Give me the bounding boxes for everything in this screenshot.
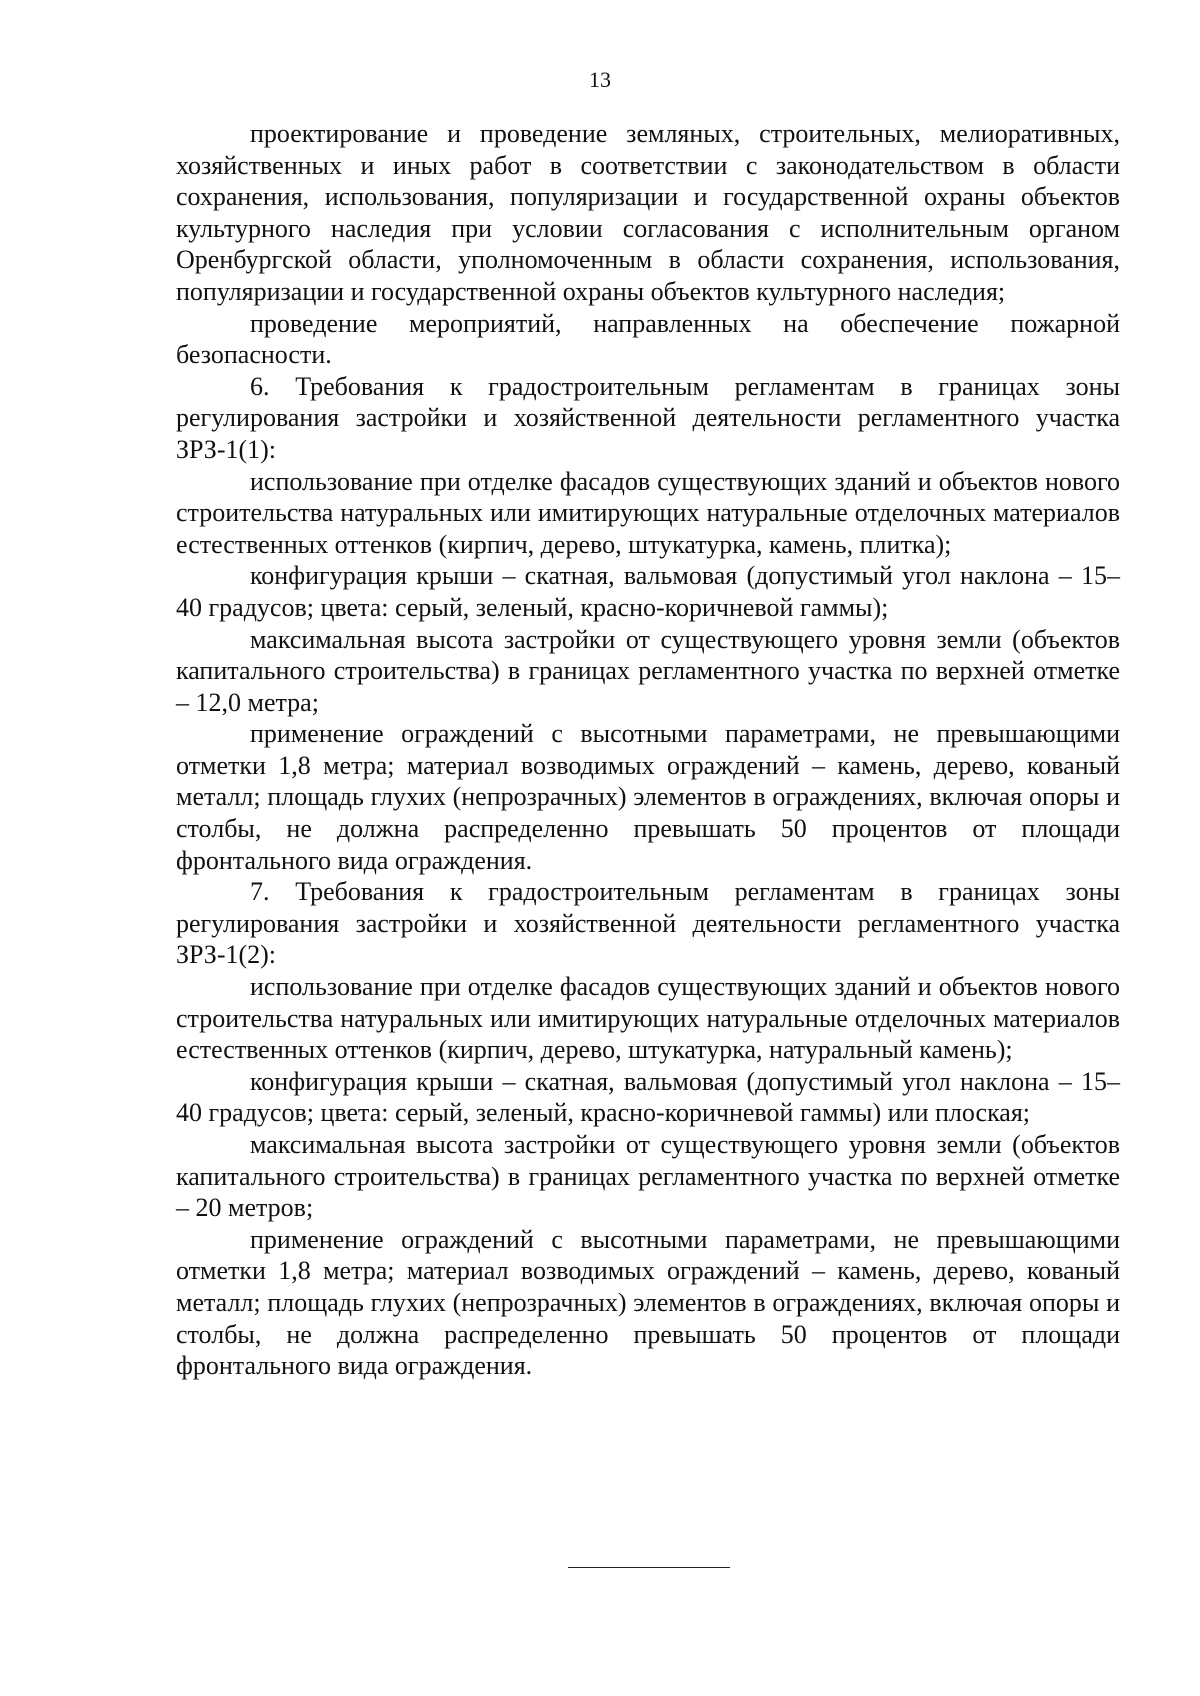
page-number: 13 bbox=[589, 67, 611, 92]
paragraph-height-2: максимальная высота застройки от существующего уровня земли (объектов капитального строительства) в границах регламентного участка по верхней отметке – 20 метров; bbox=[176, 1130, 1120, 1223]
paragraph-fences-1: применение ограждений с высотными параметрами, не превышающими отметки 1,8 метра; материал возводимых ограждений – камень, дерево, кованый металл; площадь глухих (непрозрачных) элементов в ограждениях, включая опоры и столбы, не должна распределенно превышать 50 процентов от площади фронтального вида ограждения. bbox=[176, 719, 1120, 875]
section-heading-7: 7. Требования к градостроительным регламентам в границах зоны регулирования застройки и хозяйственной деятельности регламентного участка ЗРЗ-1(2): bbox=[176, 877, 1120, 970]
paragraph-roof-2: конфигурация крыши – скатная, вальмовая (допустимый угол наклона – 15–40 градусов; цвета: серый, зеленый, красно-коричневой гаммы) или плоская; bbox=[176, 1066, 1120, 1128]
paragraph-earthworks: проектирование и проведение земляных, строительных, мелиоративных, хозяйственных и иных работ в соответствии с законодательством в области сохранения, использования, популяризации и государственной охраны объектов культурного наследия при условии согласования с исполнительным органом Оренбургской области, уполномоченным в области сохранения, использования, популяризации и государственной охраны объектов культурного наследия; bbox=[176, 119, 1120, 306]
end-of-text-rule bbox=[568, 1567, 730, 1568]
paragraph-height-1: максимальная высота застройки от существующего уровня земли (объектов капитального строительства) в границах регламентного участка по верхней отметке – 12,0 метра; bbox=[176, 624, 1120, 717]
paragraph-fences-2: применение ограждений с высотными параметрами, не превышающими отметки 1,8 метра; материал возводимых ограждений – камень, дерево, кованый металл; площадь глухих (непрозрачных) элементов в ограждениях, включая опоры и столбы, не должна распределенно превышать 50 процентов от площади фронтального вида ограждения. bbox=[176, 1224, 1120, 1381]
paragraph-roof-1: конфигурация крыши – скатная, вальмовая (допустимый угол наклона – 15–40 градусов; цвета: серый, зеленый, красно-коричневой гаммы); bbox=[176, 561, 1120, 622]
paragraph-fire-safety: проведение мероприятий, направленных на обеспечение пожарной безопасности. bbox=[176, 308, 1120, 370]
paragraph-facades-2: использование при отделке фасадов существующих зданий и объектов нового строительства натуральных или имитирующих натуральные отделочных материалов естественных оттенков (кирпич, дерево, штукатурка, натуральный камень); bbox=[176, 972, 1120, 1065]
section-heading-6: 6. Требования к градостроительным регламентам в границах зоны регулирования застройки и хозяйственной деятельности регламентного участка ЗРЗ-1(1): bbox=[176, 371, 1120, 464]
paragraph-facades-1: использование при отделке фасадов существующих зданий и объектов нового строительства натуральных или имитирующих натуральные отделочных материалов естественных оттенков (кирпич, дерево, штукатурка, камень, плитка); bbox=[176, 466, 1120, 559]
document-body bbox=[176, 118, 1120, 1382]
